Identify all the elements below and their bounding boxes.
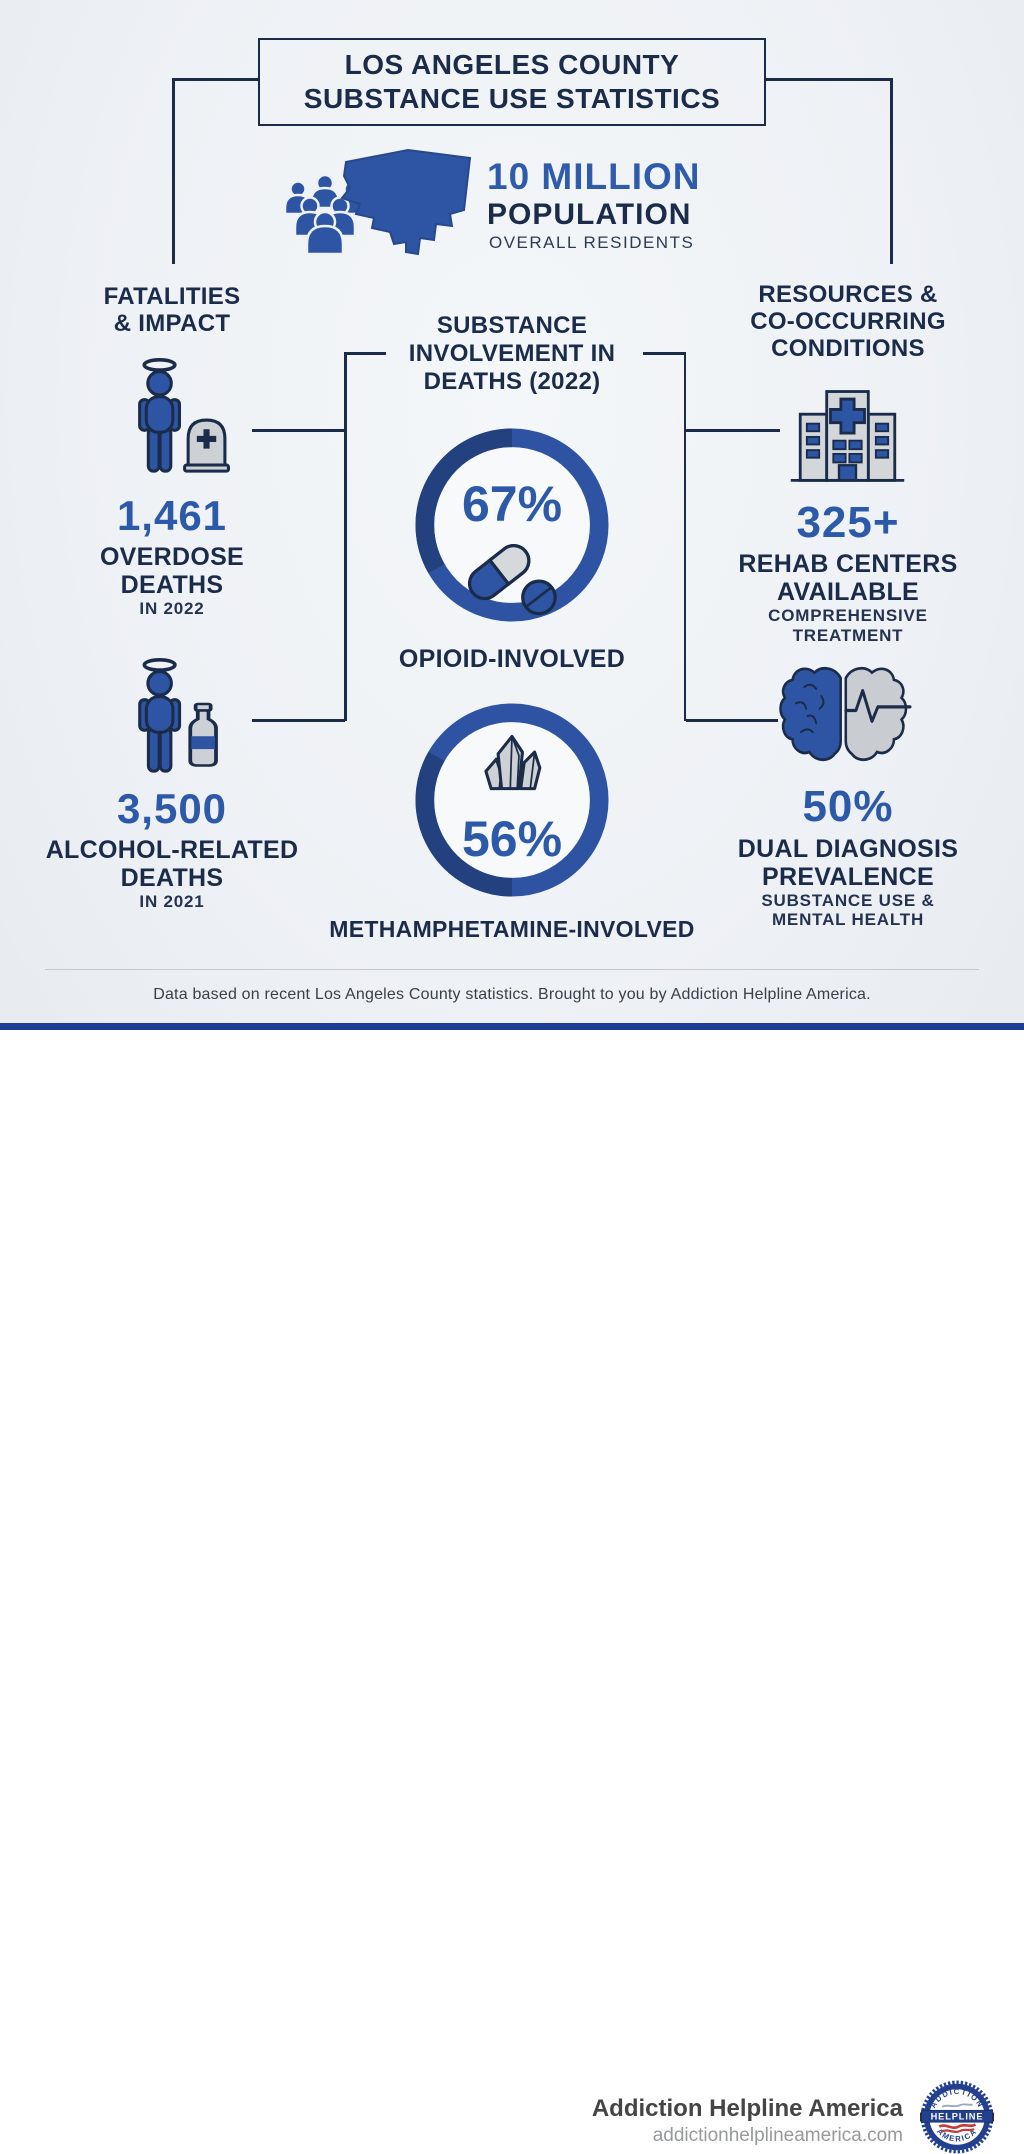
- connector-line: [684, 352, 687, 721]
- resources-heading-line-2: CO-OCCURRING: [750, 308, 946, 335]
- population-label: POPULATION: [487, 198, 692, 231]
- fatalities-heading-line-1: FATALITIES: [103, 283, 241, 310]
- connector-line: [252, 429, 345, 432]
- population-value: 10 MILLION: [487, 156, 701, 197]
- alcohol-deaths-label-2: DEATHS: [120, 864, 224, 892]
- divider: [45, 969, 979, 970]
- addiction-helpline-badge-icon: [920, 2080, 994, 2154]
- connector-line: [643, 352, 686, 355]
- resources-heading: [723, 281, 973, 362]
- center-heading-line-3: DEATHS (2022): [423, 368, 601, 395]
- dual-diagnosis-sublabel-2: MENTAL HEALTH: [771, 910, 925, 929]
- center-heading-line-1: SUBSTANCE: [436, 312, 588, 339]
- connector-line: [765, 78, 893, 81]
- connector-line: [686, 719, 778, 722]
- badge-bottom-text: AMERICA: [935, 2126, 979, 2144]
- overdose-deaths-label-2: DEATHS: [120, 571, 224, 599]
- population-sublabel: OVERALL RESIDENTS: [489, 233, 695, 252]
- alcohol-deaths-sublabel: IN 2021: [139, 892, 205, 911]
- hospital-icon: [787, 383, 908, 487]
- accent-bar: [0, 1023, 1024, 1030]
- title-line-2: SUBSTANCE USE STATISTICS: [303, 83, 721, 114]
- data-source-note: Data based on recent Los Angeles County statistics. Brought to you by Addiction Helpline America.: [153, 986, 871, 1003]
- title-line-1: LOS ANGELES COUNTY: [344, 49, 680, 80]
- rehab-centers-value: 325+: [796, 498, 900, 547]
- pills-icon: [459, 539, 567, 619]
- connector-line: [344, 352, 347, 721]
- badge-middle-text: HELPLINE: [930, 2111, 984, 2122]
- meth-donut: [414, 702, 610, 898]
- brand-name: Addiction Helpline America: [591, 2095, 903, 2122]
- resources-heading-line-3: CONDITIONS: [771, 335, 925, 362]
- deceased-person-bottle-icon: [129, 653, 225, 779]
- dual-diagnosis-label-1: DUAL DIAGNOSIS: [737, 835, 959, 863]
- title-box: [258, 38, 766, 126]
- overdose-deaths-value: 1,461: [116, 492, 228, 539]
- meth-percent: 56%: [461, 811, 563, 867]
- center-heading-line-2: INVOLVEMENT IN: [408, 340, 616, 367]
- connector-line: [172, 78, 259, 81]
- dual-diagnosis-label-2: PREVALENCE: [761, 863, 934, 891]
- alcohol-deaths-value: 3,500: [116, 785, 228, 832]
- alcohol-deaths-label-1: ALCOHOL-RELATED: [45, 836, 299, 864]
- rehab-centers-label-2: AVAILABLE: [776, 578, 920, 606]
- connector-line: [686, 429, 780, 432]
- rehab-centers-label-1: REHAB CENTERS: [738, 550, 958, 578]
- overdose-deaths-sublabel: IN 2022: [139, 599, 205, 618]
- meth-label: METHAMPHETAMINE-INVOLVED: [329, 916, 695, 942]
- substance-involvement-heading: [362, 312, 662, 396]
- resources-heading-line-1: RESOURCES &: [758, 281, 938, 308]
- connector-line: [172, 78, 175, 264]
- connector-line: [890, 78, 893, 264]
- opioid-percent: 67%: [461, 476, 563, 532]
- badge-top-text: ADDICTION: [928, 2087, 986, 2110]
- la-county-map-icon: [332, 148, 474, 256]
- connector-line: [252, 719, 345, 722]
- rehab-centers-sublabel: COMPREHENSIVE TREATMENT: [768, 606, 928, 645]
- overdose-deaths-label-1: OVERDOSE: [99, 543, 245, 571]
- opioid-donut: [414, 427, 610, 623]
- opioid-label: OPIOID-INVOLVED: [398, 645, 626, 673]
- fatalities-heading-line-2: & IMPACT: [113, 310, 231, 337]
- connector-line: [344, 352, 386, 355]
- brain-icon: [779, 660, 910, 770]
- brand-website: addictionhelplineamerica.com: [652, 2125, 903, 2146]
- dual-diagnosis-sublabel-1: SUBSTANCE USE &: [761, 891, 935, 910]
- deceased-person-gravestone-icon: [133, 353, 229, 479]
- branding-footer: [0, 1030, 1024, 2146]
- crystal-icon: [472, 732, 552, 814]
- fatalities-heading: [47, 283, 297, 337]
- dual-diagnosis-value: 50%: [802, 782, 894, 831]
